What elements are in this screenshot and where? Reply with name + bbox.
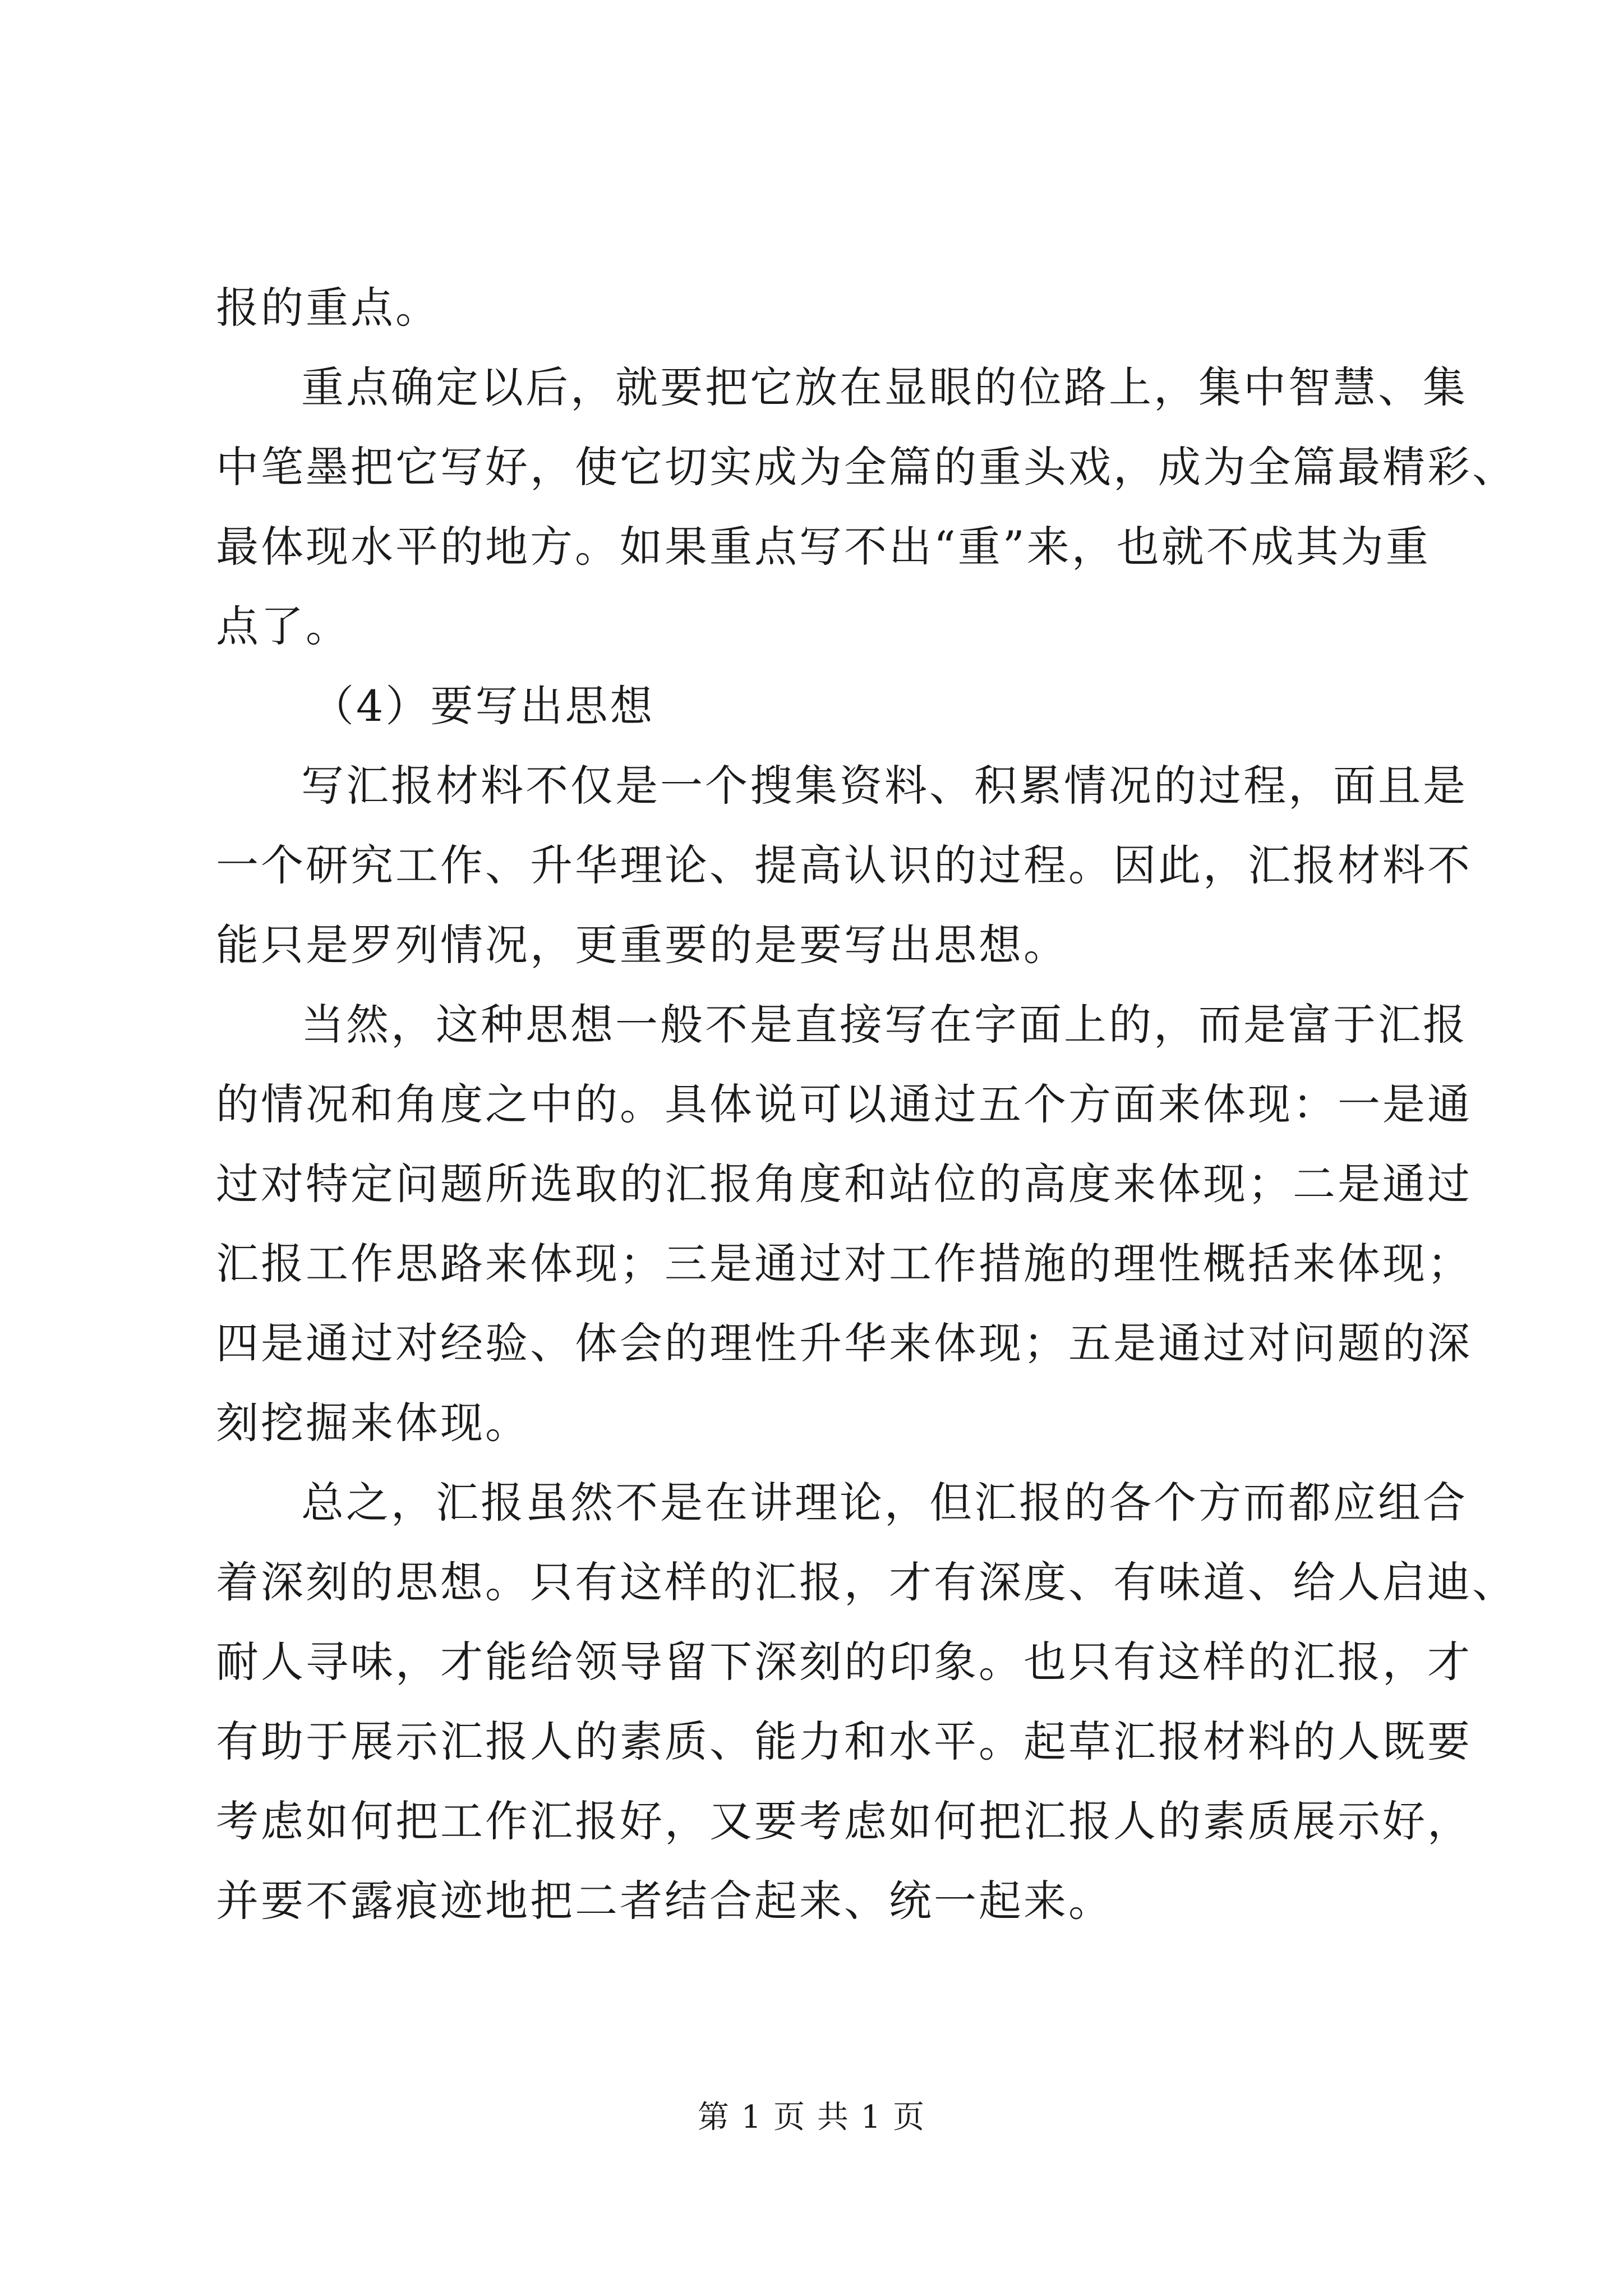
document-body: [216, 268, 1517, 1941]
text-line: 刻挖掘来体现。: [216, 1398, 530, 1448]
text-line: 的情况和角度之中的。具体说可以通过五个方面来体现：一是通: [216, 1079, 1472, 1129]
text-line: 汇报工作思路来体现；三是通过对工作措施的理性概括来体现；: [216, 1239, 1472, 1289]
text-line: 四是通过对经验、体会的理性升华来体现；五是通过对问题的深: [216, 1318, 1472, 1368]
text-line: 耐人寻味，才能给领导留下深刻的印象。也只有这样的汇报，才: [216, 1637, 1472, 1687]
text-line: 最体现水平的地方。如果重点写不出“重”来，也就不成其为重: [216, 522, 1431, 572]
text-line: 报的重点。: [216, 283, 440, 333]
text-line: 中笔墨把它写好，使它切实成为全篇的重头戏，成为全篇最精彩、: [216, 442, 1517, 492]
text-line: 写汇报材料不仅是一个搜集资料、积累情况的过程，面且是: [301, 761, 1468, 811]
text-line: 能只是罗列情况，更重要的是要写出思想。: [216, 920, 1068, 970]
text-line: 有助于展示汇报人的素质、能力和水平。起草汇报材料的人既要: [216, 1717, 1472, 1766]
text-line: 重点确定以后，就要把它放在显眼的位路上，集中智慧、集: [301, 362, 1468, 412]
text-line: 并要不露痕迹地把二者结合起来、统一起来。: [216, 1876, 1113, 1926]
text-line: 过对特定问题所选取的汇报角度和站位的高度来体现；二是通过: [216, 1159, 1472, 1209]
text-line: 一个研究工作、升华理论、提高认识的过程。因此，汇报材料不: [216, 840, 1472, 890]
page-number-footer: 第 1 页 共 1 页: [697, 2099, 926, 2136]
text-line: 点了。: [216, 601, 351, 651]
text-line: 当然，这种思想一般不是直接写在字面上的，而是富于汇报: [301, 1000, 1468, 1050]
text-line: 着深刻的思想。只有这样的汇报，才有深度、有味道、给人启迪、: [216, 1557, 1517, 1607]
section-heading: （4）要写出思想: [311, 681, 655, 731]
text-line: 总之，汇报虽然不是在讲理论，但汇报的各个方而都应组合: [301, 1478, 1468, 1527]
text-line: 考虑如何把工作汇报好，又要考虑如何把汇报人的素质展示好，: [216, 1796, 1472, 1846]
